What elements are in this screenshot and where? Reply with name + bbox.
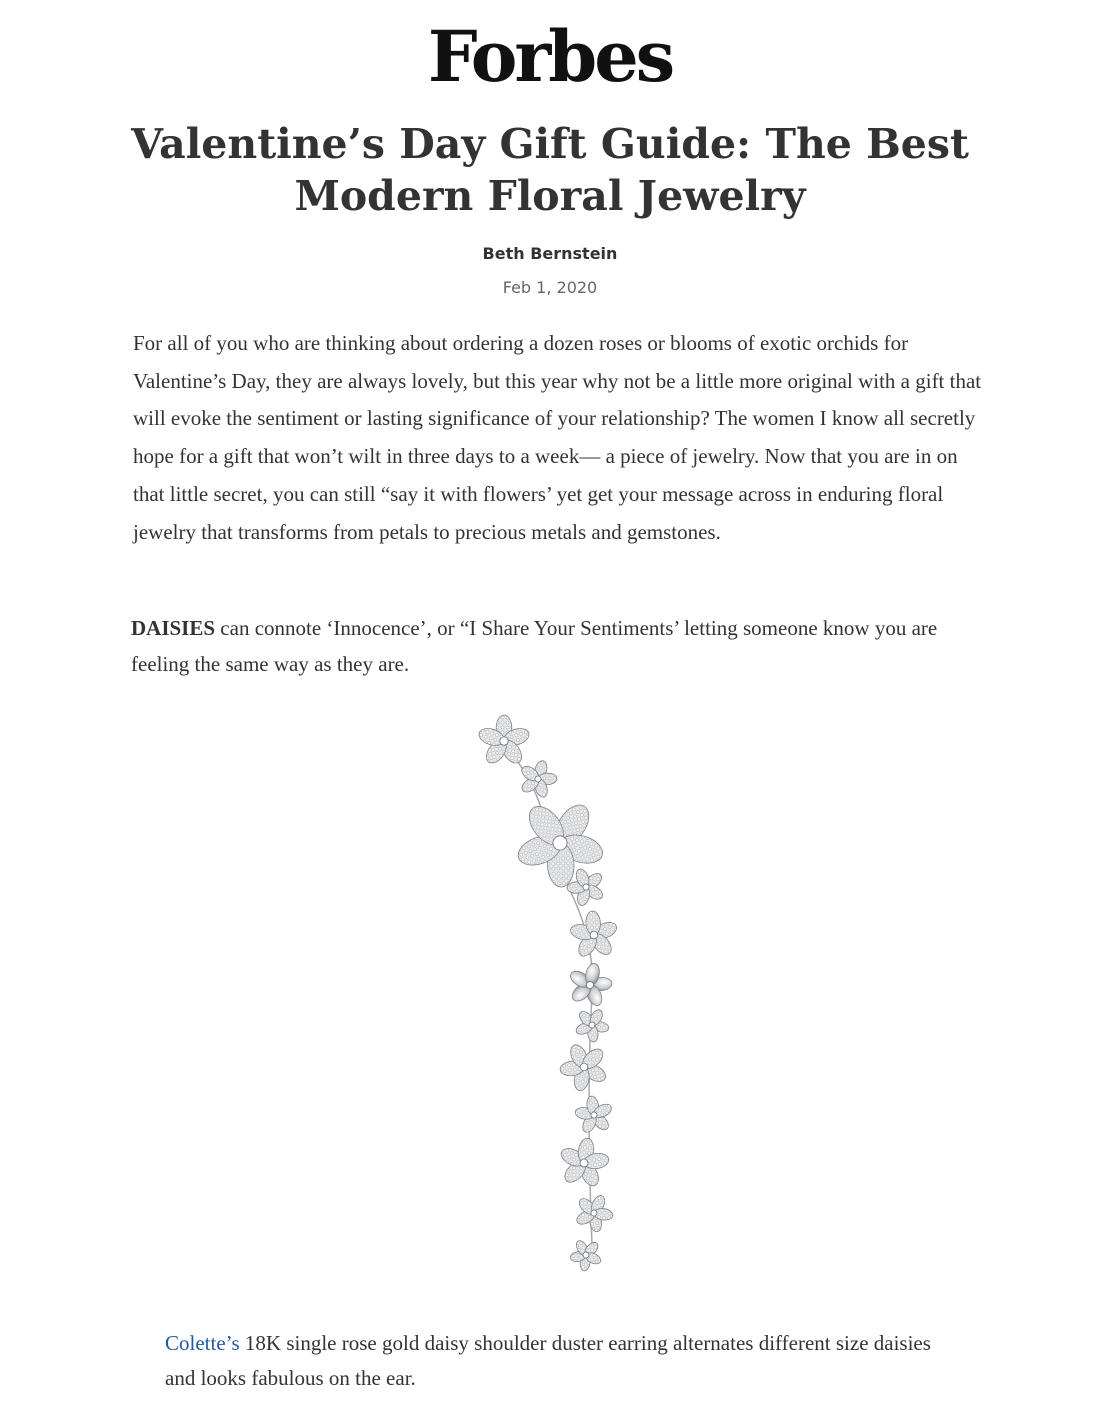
daisy-flower [477, 715, 531, 767]
daisy-flower [568, 962, 613, 1008]
daisy-center [589, 1022, 595, 1028]
daisy-center [583, 884, 589, 890]
daisy-center [583, 1252, 589, 1258]
author-name[interactable]: Beth Bernstein [482, 244, 618, 263]
daisies-heading: DAISIES [131, 616, 216, 640]
daisies-text: can connote ‘Innocence’, or “I Share Your Sentiments’ letting someone know you are feeling the same way as they are. [131, 616, 938, 676]
daisy-flower [569, 911, 619, 960]
daisy-earring-image [420, 705, 680, 1295]
daisy-flower [559, 1042, 608, 1092]
daisy-center [553, 836, 567, 850]
colette-link[interactable]: Colette’s [165, 1331, 240, 1355]
daisy-earring-svg [420, 705, 680, 1295]
publish-date: Feb 1, 2020 [502, 278, 598, 297]
body-paragraph-intro: For all of you who are thinking about ordering a dozen roses or blooms of exotic orchids for Valentine’s Day, they are always lovely, but this year why not be a little more original with a gift that will evoke the sentiment or lasting significance of your relationship? The women I know all secretly hope for a gift that won’t wilt in three days to a week— a piece of jewelry. Now that you are in on that little secret, you can still “say it with flowers’ yet get your message across in enduring floral jewelry that transforms from petals to precious metals and gemstones. [133, 331, 982, 544]
daisy-center [586, 981, 593, 988]
daisy-center [535, 776, 541, 782]
caption-text: 18K single rose gold daisy shoulder duster earring alternates different size daisies and looks fabulous on the ear. [165, 1331, 931, 1390]
daisy-center [580, 1063, 588, 1071]
daisy-center [591, 1112, 597, 1118]
earring-flowers [477, 715, 619, 1271]
daisy-flower [569, 1239, 602, 1272]
daisy-center [591, 1210, 597, 1216]
article-title: Valentine’s Day Gift Guide: The Best Modern Floral Jewelry [131, 120, 969, 220]
daisy-flower [574, 1008, 609, 1043]
forbes-logo[interactable]: Forbes [427, 15, 673, 98]
daisy-flower [514, 799, 606, 887]
daisy-center [590, 931, 598, 939]
daisy-flower [558, 1137, 610, 1189]
daisy-center [580, 1159, 588, 1167]
daisy-flower [519, 759, 557, 799]
daisy-center [500, 737, 508, 745]
body-paragraph-daisies [131, 610, 981, 682]
image-caption [165, 1326, 965, 1396]
daisy-flower [574, 1095, 613, 1134]
daisy-flower [575, 1193, 614, 1232]
